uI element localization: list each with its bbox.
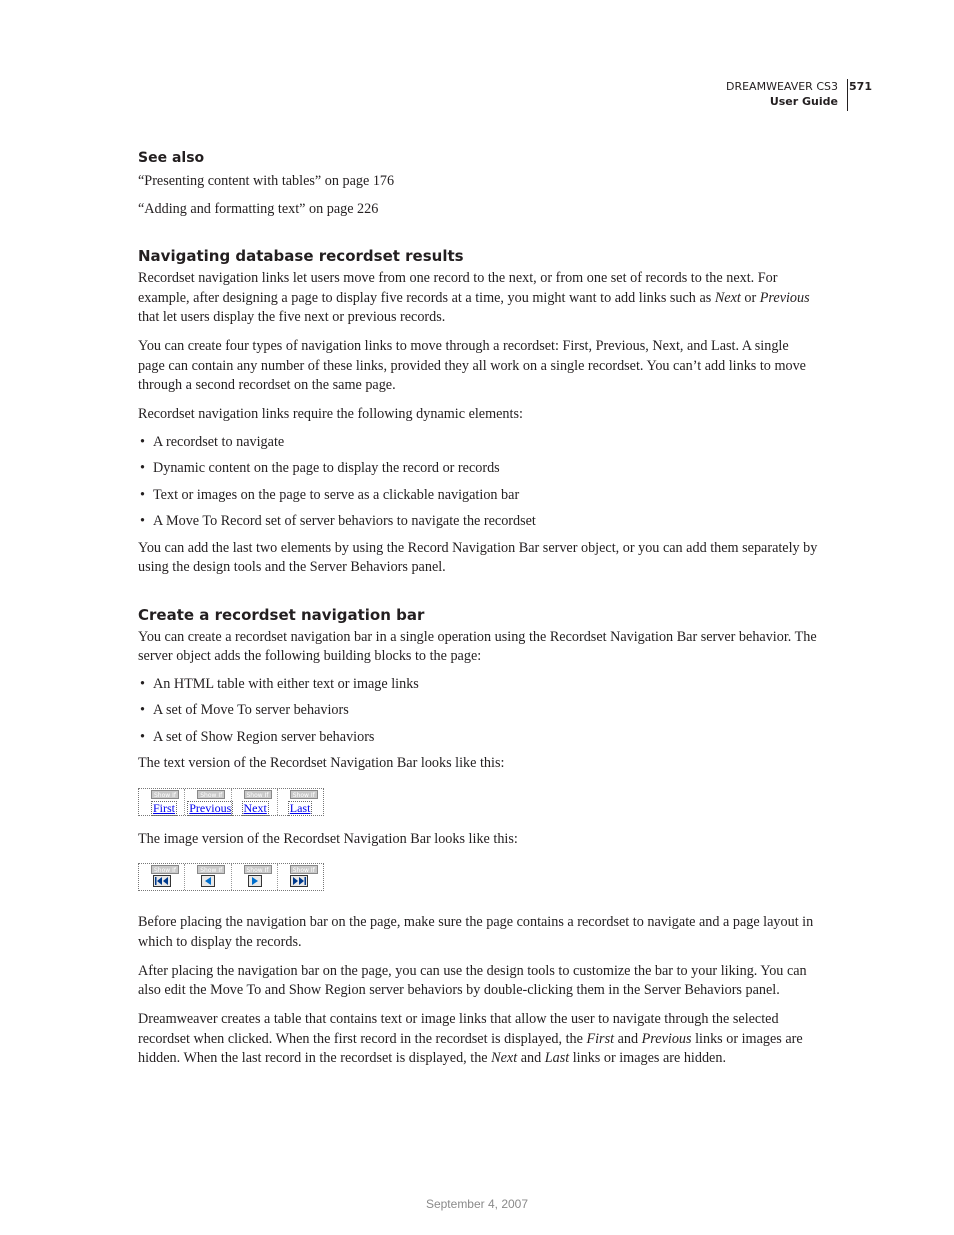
footer-date: September 4, 2007	[425, 1197, 529, 1211]
image-navigation-bar-figure	[138, 863, 324, 891]
show-if-tag: Show If	[151, 790, 179, 799]
paragraph: The text version of the Recordset Navigation Bar looks like this:	[138, 755, 505, 771]
paragraph: You can create a recordset navigation bar in a single operation using the Recordset Navigation Bar server behavior. The server object adds the following building blocks to the page:	[138, 628, 817, 664]
bullet-list	[138, 675, 818, 748]
section-heading-navigating: Navigating database recordset results	[138, 247, 464, 265]
nav-cell	[139, 789, 185, 815]
first-link[interactable]: First	[153, 800, 176, 815]
text-navigation-bar-figure	[138, 788, 324, 816]
next-link[interactable]: Next	[243, 800, 267, 815]
nav-cell	[185, 864, 231, 890]
next-record-icon[interactable]	[248, 875, 262, 887]
last-link[interactable]: Last	[289, 800, 311, 815]
list-item: • A set of Move To server behaviors	[138, 701, 818, 721]
show-if-tag: Show If	[151, 865, 179, 874]
page-content	[138, 150, 818, 1069]
paragraph: After placing the navigation bar on the page, you can use the design tools to customize the bar to your liking. You can also edit the Move To and Show Region server behaviors by double-clicking them in the Server Behaviors panel.	[138, 962, 807, 998]
paragraph: The image version of the Recordset Navigation Bar looks like this:	[138, 830, 518, 847]
list-item: • Text or images on the page to serve as a clickable navigation bar	[138, 486, 818, 506]
nav-cell	[185, 789, 231, 815]
previous-record-icon[interactable]	[201, 875, 215, 887]
list-item: • A recordset to navigate	[138, 433, 818, 453]
see-also-link-1[interactable]: “Presenting content with tables” on page 176	[138, 173, 395, 189]
show-if-tag: Show If	[244, 790, 272, 799]
list-item: • Dynamic content on the page to display the record or records	[138, 459, 818, 479]
nav-cell	[232, 789, 278, 815]
list-item: • A set of Show Region server behaviors	[138, 728, 818, 748]
show-if-tag: Show If	[197, 790, 225, 799]
paragraph: Recordset navigation links require the following dynamic elements:	[138, 406, 523, 422]
product-name: DREAMWEAVER CS3	[725, 80, 838, 93]
show-if-tag: Show If	[290, 865, 318, 874]
last-record-icon[interactable]	[290, 875, 308, 887]
nav-cell	[278, 789, 323, 815]
page-number: 571	[849, 80, 872, 93]
show-if-tag: Show If	[290, 790, 318, 799]
section-heading-create-bar: Create a recordset navigation bar	[138, 605, 425, 624]
paragraph: You can add the last two elements by using the Record Navigation Bar server object, or you can add them separately by using the design tools and the Server Behaviors panel.	[138, 539, 818, 575]
header-divider	[847, 79, 848, 111]
see-also-link-2[interactable]: “Adding and formatting text” on page 226	[138, 200, 379, 217]
show-if-tag: Show If	[197, 865, 225, 874]
paragraph: You can create four types of navigation links to move through a recordset: First, Previous, Next, and Last. A single page can contain any number of these links, provided they all work on a single recordset. You can’t add links to move through a second recordset on the same page.	[138, 338, 806, 393]
paragraph: Recordset navigation links let users move from one record to the next, or from one set of records to the next. For example, after designing a page to display five records at a time, you might want to add links such as Next or Previous that let users display the five next or previous records.	[138, 270, 810, 325]
previous-link[interactable]: Previous	[189, 800, 232, 815]
first-record-icon[interactable]	[153, 875, 171, 887]
page-header	[725, 79, 872, 109]
nav-cell	[232, 864, 278, 890]
see-also-heading: See also	[138, 150, 205, 166]
list-item: • An HTML table with either text or image links	[138, 675, 818, 695]
list-item: • A Move To Record set of server behaviors to navigate the recordset	[138, 512, 818, 532]
bullet-list	[138, 433, 818, 532]
guide-name: User Guide	[769, 95, 838, 108]
nav-cell	[139, 864, 185, 890]
show-if-tag: Show If	[244, 865, 272, 874]
paragraph: Dreamweaver creates a table that contains text or image links that allow the user to navigate through the selected recordset when clicked. When the first record in the recordset is displayed, the First and Previous links or images are hidden. When the last record in the recordset is displayed, the Next and Last links or images are hidden.	[138, 1011, 803, 1066]
nav-cell	[278, 864, 323, 890]
paragraph: Before placing the navigation bar on the page, make sure the page contains a recordset to navigate and a page layout in which to display the records.	[138, 914, 814, 950]
